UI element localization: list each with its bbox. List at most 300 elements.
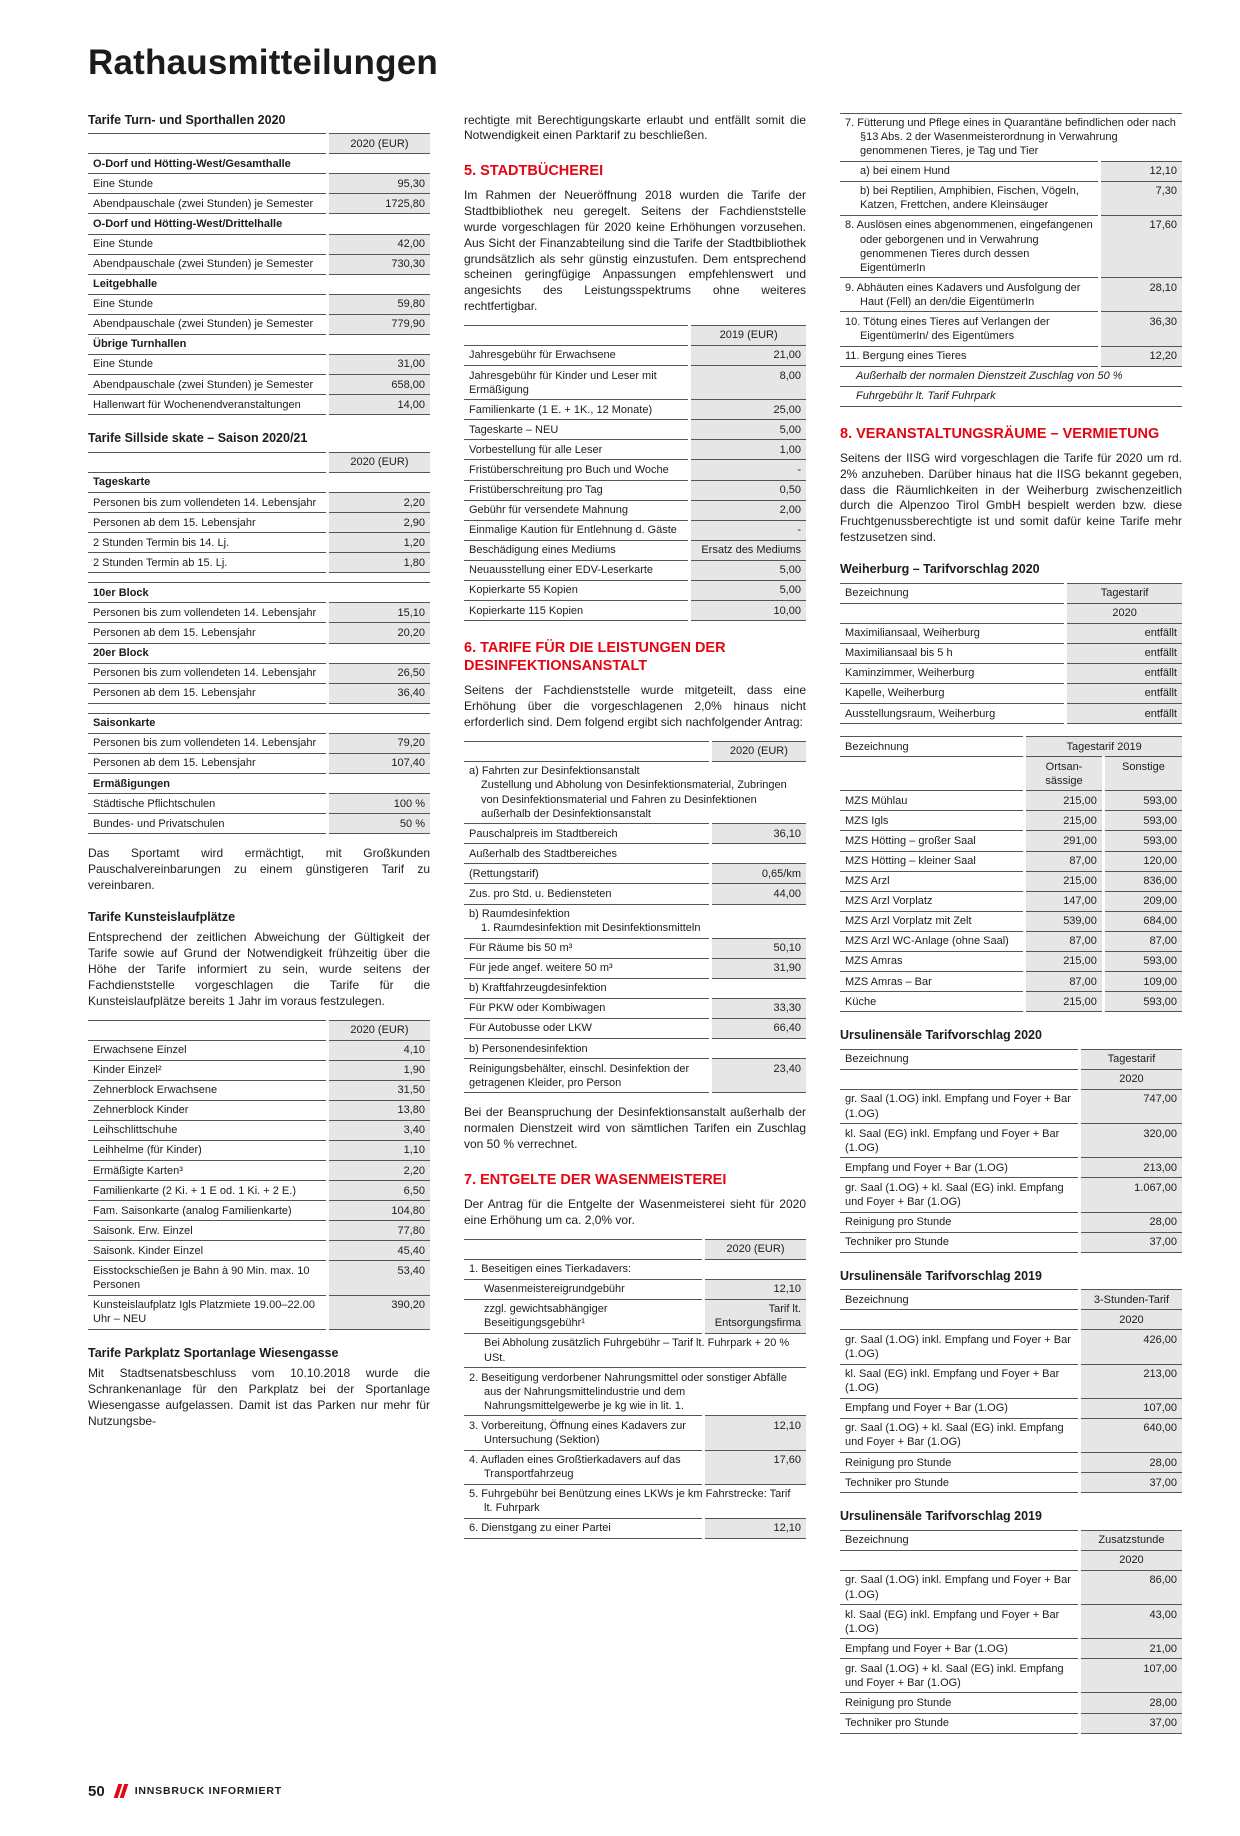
- veranstaltungsraeume-intro: Seitens der IISG wird vorgeschlagen die Tarife für 2020 um rd. 2% anzuheben. Darüber hinaus hat die IISG bekannt gegeben, dass die Räumlichkeiten in der Weiherburg zwischenzeitlich durch die Alpenzoo Tirol GmbH bespielt werden bzw. diese Fruchtgenussberechtigte ist und somit dafür keine Tarife mehr festzusetzen sind.: [840, 450, 1182, 545]
- row-label: Für Autobusse oder LKW: [464, 1018, 710, 1038]
- row-value: 593,00: [1103, 791, 1182, 811]
- row-label: Personen bis zum vollendeten 14. Lebensjahr: [88, 493, 327, 513]
- row-value: 658,00: [327, 375, 430, 395]
- table-header-spacer: [88, 1020, 327, 1040]
- wasenmeisterei-intro: Der Antrag für die Entgelte der Wasenmeisterei sieht für 2020 eine Erhöhung um ca. 2,0% vor.: [464, 1196, 806, 1227]
- row-value: 28,00: [1079, 1453, 1182, 1473]
- row-value: 59,80: [327, 294, 430, 314]
- row-value: 28,00: [1079, 1693, 1182, 1713]
- row-value: -: [690, 520, 806, 540]
- table-header-spacer: [840, 603, 1066, 623]
- row-value: 2,90: [327, 513, 430, 533]
- table-column-header: 2020: [1079, 1069, 1182, 1089]
- row-label: Für PKW oder Kombiwagen: [464, 998, 710, 1018]
- row-label: [464, 1333, 806, 1367]
- row-label: Familienkarte (1 E. + 1K., 12 Monate): [464, 400, 690, 420]
- row-value: 426,00: [1079, 1330, 1182, 1364]
- row-label: [464, 761, 806, 823]
- row-value: 213,00: [1079, 1158, 1182, 1178]
- page-number: 50: [88, 1782, 105, 1800]
- row-label: Kaminzimmer, Weiherburg: [840, 663, 1066, 683]
- row-label: Für jede angef. weitere 50 m³: [464, 958, 710, 978]
- row-label: Empfang und Foyer + Bar (1.OG): [840, 1158, 1079, 1178]
- row-label: MZS Hötting – kleiner Saal: [840, 851, 1025, 871]
- row-value: 45,40: [327, 1241, 430, 1261]
- row-value: 44,00: [710, 884, 806, 904]
- table-section-header: Übrige Turnhallen: [88, 334, 430, 354]
- row-label: Abendpauschale (zwei Stunden) je Semester: [88, 375, 327, 395]
- row-label: MZS Amras: [840, 951, 1025, 971]
- row-label: Empfang und Foyer + Bar (1.OG): [840, 1398, 1079, 1418]
- row-value: entfällt: [1066, 663, 1182, 683]
- magazine-name: INNSBRUCK INFORMIERT: [134, 1785, 282, 1798]
- row-value: 28,00: [1079, 1212, 1182, 1232]
- table-section-header: Leitgebhalle: [88, 274, 430, 294]
- table-column-header: Bezeichnung: [840, 737, 1025, 757]
- row-value: 36,40: [327, 683, 430, 703]
- row-label: [464, 1368, 806, 1416]
- mzs-table: [840, 736, 1182, 1012]
- row-value: 215,00: [1025, 791, 1104, 811]
- sillside-table: [88, 452, 430, 834]
- row-label: 10. Tötung eines Tieres auf Verlangen der EigentümerIn/ des Eigentümers: [840, 312, 1100, 346]
- table-column-header: 2020 (EUR): [327, 1020, 430, 1040]
- row-value: entfällt: [1066, 643, 1182, 663]
- table-column-header: Sonstige: [1103, 757, 1182, 791]
- column-right: [840, 113, 1182, 1746]
- row-value: 12,10: [703, 1518, 806, 1538]
- column-middle: [464, 113, 806, 1551]
- heading-kunsteislauf: Tarife Kunsteislaufplätze: [88, 909, 236, 924]
- row-label: Maximiliansaal, Weiherburg: [840, 623, 1066, 643]
- desinfektion-table: [464, 741, 806, 1093]
- row-label: Eine Stunde: [88, 294, 327, 314]
- sportamt-note: Das Sportamt wird ermächtigt, mit Großkunden Pauschalvereinbarungen zu einem günstigeren Tarif zu vereinbaren.: [88, 846, 430, 892]
- row-value: 684,00: [1103, 911, 1182, 931]
- table-note: Fuhrgebühr lt. Tarif Fuhrpark: [840, 386, 1182, 406]
- row-label: gr. Saal (1.OG) + kl. Saal (EG) inkl. Empfang und Foyer + Bar (1.OG): [840, 1418, 1079, 1452]
- row-sublabel: Zustellung und Abholung von Desinfektionsmaterial, Zubringen von Desinfektionsmaterial und Fahren zu Desinfektionen außerhalb der Desinfektionsanstalt: [481, 779, 787, 820]
- table-section-header: O-Dorf und Hötting-West/Gesamthalle: [88, 154, 430, 174]
- row-label: Zus. pro Std. u. Bediensteten: [464, 884, 710, 904]
- table-header-spacer: [840, 1310, 1079, 1330]
- table-gap: [88, 703, 430, 713]
- page-title: Rathausmitteilungen: [88, 43, 438, 82]
- row-label: Kinder Einzel²: [88, 1060, 327, 1080]
- row-value: 215,00: [1025, 992, 1104, 1012]
- row-value: 7,30: [1100, 181, 1182, 215]
- row-value: 14,00: [327, 395, 430, 415]
- row-label: Techniker pro Stunde: [840, 1473, 1079, 1493]
- row-value: 640,00: [1079, 1418, 1182, 1452]
- row-label: MZS Hötting – großer Saal: [840, 831, 1025, 851]
- row-value: 36,10: [710, 824, 806, 844]
- row-label: Kopierkarte 55 Kopien: [464, 580, 690, 600]
- row-label: Techniker pro Stunde: [840, 1713, 1079, 1733]
- row-label: [464, 844, 806, 864]
- row-value: 4,10: [327, 1040, 430, 1060]
- row-value: 25,00: [690, 400, 806, 420]
- parkplatz-text-continued: rechtigte mit Berechtigungskarte erlaubt und entfällt somit die Notwendigkeit einen Parktarif zu beschließen.: [464, 112, 806, 143]
- row-label-text: b) Kraftfahrzeugdesinfektion: [469, 982, 607, 995]
- ursulinen-2020-table: [840, 1049, 1182, 1253]
- row-value: 53,40: [327, 1261, 430, 1295]
- row-value: Ersatz des Mediums: [690, 540, 806, 560]
- row-label-text: 2. Beseitigung verdorbener Nahrungsmittel oder sonstiger Abfälle aus der Nahrungsmittelindustrie und dem Nahrungsmittelgewerbe je kg wie in lit. 1.: [469, 1371, 787, 1412]
- page-footer: [88, 1783, 282, 1800]
- row-value: 107,00: [1079, 1398, 1182, 1418]
- row-label: kl. Saal (EG) inkl. Empfang und Foyer + Bar (1.OG): [840, 1364, 1079, 1398]
- row-value: 836,00: [1103, 871, 1182, 891]
- row-label: Reinigungsbehälter, einschl. Desinfektion der getragenen Kleider, pro Person: [464, 1059, 710, 1093]
- row-label: Neuausstellung einer EDV-Leserkarte: [464, 560, 690, 580]
- row-label-text: b) Raumdesinfektion: [469, 908, 570, 921]
- heading-turnhallen: Tarife Turn- und Sporthallen 2020: [88, 112, 286, 127]
- row-label: [464, 1484, 806, 1518]
- row-value: 1,00: [690, 440, 806, 460]
- row-value: 13,80: [327, 1100, 430, 1120]
- row-value: 87,00: [1103, 931, 1182, 951]
- row-label: Personen ab dem 15. Lebensjahr: [88, 753, 327, 773]
- row-label: Ermäßigte Karten³: [88, 1161, 327, 1181]
- row-label: Für Räume bis 50 m³: [464, 938, 710, 958]
- row-value: 2,20: [327, 1161, 430, 1181]
- row-value: 37,00: [1079, 1473, 1182, 1493]
- heading-sillside: Tarife Sillside skate – Saison 2020/21: [88, 431, 308, 446]
- turnhallen-table: [88, 133, 430, 415]
- kunsteislauf-table: [88, 1020, 430, 1330]
- row-value: 87,00: [1025, 931, 1104, 951]
- row-label: Abendpauschale (zwei Stunden) je Semester: [88, 254, 327, 274]
- row-label: gr. Saal (1.OG) inkl. Empfang und Foyer + Bar (1.OG): [840, 1330, 1079, 1364]
- row-value: 291,00: [1025, 831, 1104, 851]
- row-value: 31,90: [710, 958, 806, 978]
- row-value: 87,00: [1025, 972, 1104, 992]
- table-section-header: Saisonkarte: [88, 713, 430, 733]
- row-label: 2 Stunden Termin bis 14. Lj.: [88, 533, 327, 553]
- table-column-header: Zusatzstunde: [1079, 1530, 1182, 1550]
- stadtbuecherei-table: [464, 325, 806, 621]
- row-value: 1725,80: [327, 194, 430, 214]
- table-column-header: Bezeichnung: [840, 583, 1066, 603]
- row-value: 1,10: [327, 1140, 430, 1160]
- row-label: Fam. Saisonkarte (analog Familienkarte): [88, 1201, 327, 1221]
- row-value: 21,00: [1079, 1639, 1182, 1659]
- row-label: 11. Bergung eines Tieres: [840, 346, 1100, 366]
- row-label: Einmalige Kaution für Entlehnung d. Gäste: [464, 520, 690, 540]
- row-value: 36,30: [1100, 312, 1182, 346]
- row-label: Personen ab dem 15. Lebensjahr: [88, 623, 327, 643]
- row-value: 77,80: [327, 1221, 430, 1241]
- row-value: 747,00: [1079, 1089, 1182, 1123]
- row-label: [464, 1039, 806, 1059]
- row-value: 1,20: [327, 533, 430, 553]
- table-header-spacer: [464, 325, 690, 345]
- wasenmeisterei-table-2: [840, 113, 1182, 407]
- table-column-header: Ortsan-sässige: [1025, 757, 1104, 791]
- wasenmeisterei-table-1: [464, 1239, 806, 1539]
- row-label: 4. Aufladen eines Großtierkadavers auf das Transportfahrzeug: [464, 1450, 703, 1484]
- row-value: 42,00: [327, 234, 430, 254]
- row-label: gr. Saal (1.OG) + kl. Saal (EG) inkl. Empfang und Foyer + Bar (1.OG): [840, 1659, 1079, 1693]
- row-label: [464, 978, 806, 998]
- row-label: gr. Saal (1.OG) inkl. Empfang und Foyer + Bar (1.OG): [840, 1570, 1079, 1604]
- row-label: gr. Saal (1.OG) inkl. Empfang und Foyer + Bar (1.OG): [840, 1089, 1079, 1123]
- row-value: 10,00: [690, 601, 806, 621]
- table-header-spacer: [464, 1239, 703, 1259]
- row-value: 593,00: [1103, 951, 1182, 971]
- row-label: Eine Stunde: [88, 234, 327, 254]
- row-value: 8,00: [690, 366, 806, 400]
- row-value: 5,00: [690, 560, 806, 580]
- table-section-header: 20er Block: [88, 643, 430, 663]
- table-column-header: 2020: [1079, 1310, 1182, 1330]
- row-value: Tarif lt. Entsorgungsfirma: [703, 1299, 806, 1333]
- heading-desinfektion: 6. TARIFE FÜR DIE LEISTUNGEN DER DESINFEKTIONSANSTALT: [464, 640, 726, 675]
- row-label-text: b) Personendesinfektion: [469, 1042, 588, 1055]
- row-label: Küche: [840, 992, 1025, 1012]
- row-value: 21,00: [690, 345, 806, 365]
- row-label: Reinigung pro Stunde: [840, 1212, 1079, 1232]
- row-label: Maximiliansaal bis 5 h: [840, 643, 1066, 663]
- row-label: Fristüberschreitung pro Buch und Woche: [464, 460, 690, 480]
- row-value: 215,00: [1025, 871, 1104, 891]
- table-header-spacer: [88, 134, 327, 154]
- row-value: 120,00: [1103, 851, 1182, 871]
- row-label: Jahresgebühr für Kinder und Leser mit Ermäßigung: [464, 366, 690, 400]
- row-label: 9. Abhäuten eines Kadavers und Ausfolgung der Haut (Fell) an den/die EigentümerIn: [840, 278, 1100, 312]
- weiherburg-table: [840, 583, 1182, 725]
- table-column-header: Tagestarif 2019: [1025, 737, 1182, 757]
- parkplatz-text: Mit Stadtsenatsbeschluss vom 10.10.2018 wurde die Schrankenanlage für den Parkplatz bei der Sportanlage Wiesengasse aufgelassen. Damit ist das Parken nur mehr für Nutzungsbe-: [88, 1366, 430, 1428]
- table-column-header: 2019 (EUR): [690, 325, 806, 345]
- table-header-spacer: [88, 452, 327, 472]
- row-value: 215,00: [1025, 811, 1104, 831]
- row-value: 209,00: [1103, 891, 1182, 911]
- table-column-header: 2020 (EUR): [703, 1239, 806, 1259]
- row-label: [464, 1259, 806, 1279]
- row-label: [464, 904, 806, 938]
- row-value: 23,40: [710, 1059, 806, 1093]
- row-label: MZS Amras – Bar: [840, 972, 1025, 992]
- table-column-header: Tagestarif: [1066, 583, 1182, 603]
- row-value: 107,40: [327, 753, 430, 773]
- heading-parkplatz: Tarife Parkplatz Sportanlage Wiesengasse: [88, 1345, 339, 1360]
- heading-wasenmeisterei: 7. ENTGELTE DER WASENMEISTEREI: [464, 1171, 727, 1188]
- row-label-text: 7. Fütterung und Pflege eines in Quarantäne befindlichen oder nach §13 Abs. 2 der Wasenmeisterordnung in Verwahrung genommenen Tieres, je Tag und Tier: [845, 117, 1176, 158]
- row-label: kl. Saal (EG) inkl. Empfang und Foyer + Bar (1.OG): [840, 1605, 1079, 1639]
- row-value: 87,00: [1025, 851, 1104, 871]
- row-label: MZS Arzl: [840, 871, 1025, 891]
- row-label-text: 1. Beseitigen eines Tierkadavers:: [469, 1263, 632, 1276]
- row-value: 12,20: [1100, 346, 1182, 366]
- row-label: Familienkarte (2 Ki. + 1 E od. 1 Ki. + 2 E.): [88, 1181, 327, 1201]
- row-label: Techniker pro Stunde: [840, 1232, 1079, 1252]
- row-value: 17,60: [1100, 215, 1182, 277]
- row-sublabel: 1. Raumdesinfektion mit Desinfektionsmitteln: [481, 922, 701, 935]
- row-label: kl. Saal (EG) inkl. Empfang und Foyer + Bar (1.OG): [840, 1124, 1079, 1158]
- row-value: -: [690, 460, 806, 480]
- row-label: Personen bis zum vollendeten 14. Lebensjahr: [88, 733, 327, 753]
- table-note: Außerhalb der normalen Dienstzeit Zuschlag von 50 %: [840, 366, 1182, 386]
- row-value: entfällt: [1066, 683, 1182, 703]
- row-value: 215,00: [1025, 951, 1104, 971]
- row-value: 17,60: [703, 1450, 806, 1484]
- heading-ursulinen-2019-a: Ursulinensäle Tarifvorschlag 2019: [840, 1268, 1042, 1283]
- row-label: Gebühr für versendete Mahnung: [464, 500, 690, 520]
- row-value: 12,10: [703, 1416, 806, 1450]
- row-label: Tageskarte – NEU: [464, 420, 690, 440]
- row-value: 539,00: [1025, 911, 1104, 931]
- row-label: [840, 113, 1182, 161]
- row-label: Erwachsene Einzel: [88, 1040, 327, 1060]
- row-label: Kapelle, Weiherburg: [840, 683, 1066, 703]
- row-value: 2,00: [690, 500, 806, 520]
- row-value: 5,00: [690, 420, 806, 440]
- table-section-header: Tageskarte: [88, 472, 430, 492]
- row-label-text: 5. Fuhrgebühr bei Benützung eines LKWs je km Fahrstrecke: Tarif lt. Fuhrpark: [469, 1488, 791, 1515]
- row-value: 0,50: [690, 480, 806, 500]
- row-label: Leihhelme (für Kinder): [88, 1140, 327, 1160]
- row-label: Saisonk. Kinder Einzel: [88, 1241, 327, 1261]
- row-value: 320,00: [1079, 1124, 1182, 1158]
- row-value: 31,50: [327, 1080, 430, 1100]
- row-label: MZS Igls: [840, 811, 1025, 831]
- row-value: 147,00: [1025, 891, 1104, 911]
- table-column-header: 2020 (EUR): [327, 452, 430, 472]
- row-value: 3,40: [327, 1120, 430, 1140]
- row-label: Personen bis zum vollendeten 14. Lebensjahr: [88, 603, 327, 623]
- table-header-spacer: [464, 741, 710, 761]
- table-column-header: Bezeichnung: [840, 1049, 1079, 1069]
- row-label: Pauschalpreis im Stadtbereich: [464, 824, 710, 844]
- row-value: 20,20: [327, 623, 430, 643]
- row-label: Personen bis zum vollendeten 14. Lebensjahr: [88, 663, 327, 683]
- row-value: 213,00: [1079, 1364, 1182, 1398]
- row-value: 107,00: [1079, 1659, 1182, 1693]
- ursulinen-2019-zusatz-table: [840, 1530, 1182, 1734]
- row-label: MZS Arzl Vorplatz mit Zelt: [840, 911, 1025, 931]
- row-label: Beschädigung eines Mediums: [464, 540, 690, 560]
- row-label: Bundes- und Privatschulen: [88, 814, 327, 834]
- row-value: 66,40: [710, 1018, 806, 1038]
- content-columns: [88, 113, 1182, 1746]
- row-label: Leihschlittschuhe: [88, 1120, 327, 1140]
- heading-stadtbuecherei: 5. STADTBÜCHEREI: [464, 163, 604, 180]
- heading-ursulinen-2019-b: Ursulinensäle Tarifvorschlag 2019: [840, 1509, 1042, 1524]
- row-label: a) bei einem Hund: [840, 161, 1100, 181]
- row-value: 33,30: [710, 998, 806, 1018]
- table-column-header: 3-Stunden-Tarif: [1079, 1290, 1182, 1310]
- row-value: 28,10: [1100, 278, 1182, 312]
- table-column-header: 2020: [1066, 603, 1182, 623]
- heading-veranstaltungsraeume: 8. VERANSTALTUNGSRÄUME – VERMIETUNG: [840, 425, 1160, 442]
- table-column-header: Bezeichnung: [840, 1290, 1079, 1310]
- table-section-header: O-Dorf und Hötting-West/Drittelhalle: [88, 214, 430, 234]
- row-label: Fristüberschreitung pro Tag: [464, 480, 690, 500]
- row-label: (Rettungstarif): [464, 864, 710, 884]
- row-label: 6. Dienstgang zu einer Partei: [464, 1518, 703, 1538]
- desinfektion-note: Bei der Beanspruchung der Desinfektionsanstalt außerhalb der normalen Dienstzeit wird von sämtlichen Tarifen ein Zuschlag von 50 % verrechnet.: [464, 1105, 806, 1151]
- row-label: Jahresgebühr für Erwachsene: [464, 345, 690, 365]
- row-label: MZS Arzl Vorplatz: [840, 891, 1025, 911]
- row-value: 86,00: [1079, 1570, 1182, 1604]
- row-label-text: a) Fahrten zur Desinfektionsanstalt: [469, 765, 640, 778]
- row-label: MZS Arzl WC-Anlage (ohne Saal): [840, 931, 1025, 951]
- row-label: Reinigung pro Stunde: [840, 1453, 1079, 1473]
- row-value: 390,20: [327, 1295, 430, 1329]
- row-value: 593,00: [1103, 811, 1182, 831]
- table-header-spacer: [840, 757, 1025, 791]
- row-value: 5,00: [690, 580, 806, 600]
- row-label: Zehnerblock Erwachsene: [88, 1080, 327, 1100]
- table-section-header: 10er Block: [88, 583, 430, 603]
- row-label: Eisstockschießen je Bahn à 90 Min. max. 10 Personen: [88, 1261, 327, 1295]
- table-gap: [88, 573, 430, 583]
- row-value: 104,80: [327, 1201, 430, 1221]
- row-value: 12,10: [1100, 161, 1182, 181]
- row-label: Hallenwart für Wochenendveranstaltungen: [88, 395, 327, 415]
- row-label: Vorbestellung für alle Leser: [464, 440, 690, 460]
- row-label: Eine Stunde: [88, 354, 327, 374]
- row-value: 15,10: [327, 603, 430, 623]
- row-label: 2 Stunden Termin ab 15. Lj.: [88, 553, 327, 573]
- row-value: 0,65/km: [710, 864, 806, 884]
- row-label: Kopierkarte 115 Kopien: [464, 601, 690, 621]
- row-label: Kunsteislaufplatz Igls Platzmiete 19.00–22.00 Uhr – NEU: [88, 1295, 327, 1329]
- row-value: entfällt: [1066, 623, 1182, 643]
- row-label: Saisonk. Erw. Einzel: [88, 1221, 327, 1241]
- row-value: 37,00: [1079, 1232, 1182, 1252]
- row-value: 593,00: [1103, 831, 1182, 851]
- row-label: gr. Saal (1.OG) + kl. Saal (EG) inkl. Empfang und Foyer + Bar (1.OG): [840, 1178, 1079, 1212]
- row-value: 779,90: [327, 314, 430, 334]
- row-label: zzgl. gewichtsabhängiger Beseitigungsgebühr¹: [464, 1299, 703, 1333]
- heading-weiherburg: Weiherburg – Tarifvorschlag 2020: [840, 561, 1040, 576]
- row-label: b) bei Reptilien, Amphibien, Fischen, Vögeln, Katzen, Frettchen, andere Kleinsäuger: [840, 181, 1100, 215]
- row-label: Wasenmeistereigrundgebühr: [464, 1279, 703, 1299]
- row-label: Empfang und Foyer + Bar (1.OG): [840, 1639, 1079, 1659]
- row-label: Abendpauschale (zwei Stunden) je Semester: [88, 314, 327, 334]
- kunsteislauf-intro: Entsprechend der zeitlichen Abweichung der Gültigkeit der Tarife sowie auf Grund der Notwendigkeit frühzeitig über die Höhe der Tarife informiert zu sein, wurde seitens der Fachdienststelle vorgeschlagen die Tarife für die Kunsteislaufplätze bereits 1 Jahr im voraus festzulegen.: [88, 930, 430, 1008]
- row-value: 109,00: [1103, 972, 1182, 992]
- row-label: Eine Stunde: [88, 174, 327, 194]
- row-value: 31,00: [327, 354, 430, 374]
- row-value: 37,00: [1079, 1713, 1182, 1733]
- row-label: 8. Auslösen eines abgenommenen, eingefangenen oder geborgenen und in Verwahrung genommenen Tieres durch dessen EigentümerIn: [840, 215, 1100, 277]
- row-label: Zehnerblock Kinder: [88, 1100, 327, 1120]
- stadtbuecherei-intro: Im Rahmen der Neueröffnung 2018 wurden die Tarife der Stadtbibliothek neu geregelt. Seitens der Fachdienststelle wurde vorgeschlagen für 2020 keine Erhöhungen vorzusehen. Aus Sicht der Finanzabteilung sind die Tarife der Stadtbibliothek grundsätzlich als sehr günstig einzustufen. Dem entsprechend scheinen geringfügige Anpassungen empfehlenswert und angesichts des Leistungsspektrums ohne weiteres rechtfertigbar.: [464, 188, 806, 314]
- row-label: Ausstellungsraum, Weiherburg: [840, 704, 1066, 724]
- table-column-header: 2020: [1079, 1550, 1182, 1570]
- table-header-spacer: [840, 1550, 1079, 1570]
- column-left: [88, 113, 430, 1440]
- row-label: Städtische Pflichtschulen: [88, 794, 327, 814]
- row-value: 50,10: [710, 938, 806, 958]
- row-label: 3. Vorbereitung, Öffnung eines Kadavers zur Untersuchung (Sektion): [464, 1416, 703, 1450]
- row-value: 26,50: [327, 663, 430, 683]
- row-label: Personen ab dem 15. Lebensjahr: [88, 513, 327, 533]
- row-value: 1,80: [327, 553, 430, 573]
- row-value: 95,30: [327, 174, 430, 194]
- row-value: 593,00: [1103, 992, 1182, 1012]
- row-value: 43,00: [1079, 1605, 1182, 1639]
- table-column-header: Bezeichnung: [840, 1530, 1079, 1550]
- row-value: 6,50: [327, 1181, 430, 1201]
- table-column-header: Tagestarif: [1079, 1049, 1182, 1069]
- row-value: 1,90: [327, 1060, 430, 1080]
- row-label: Reinigung pro Stunde: [840, 1693, 1079, 1713]
